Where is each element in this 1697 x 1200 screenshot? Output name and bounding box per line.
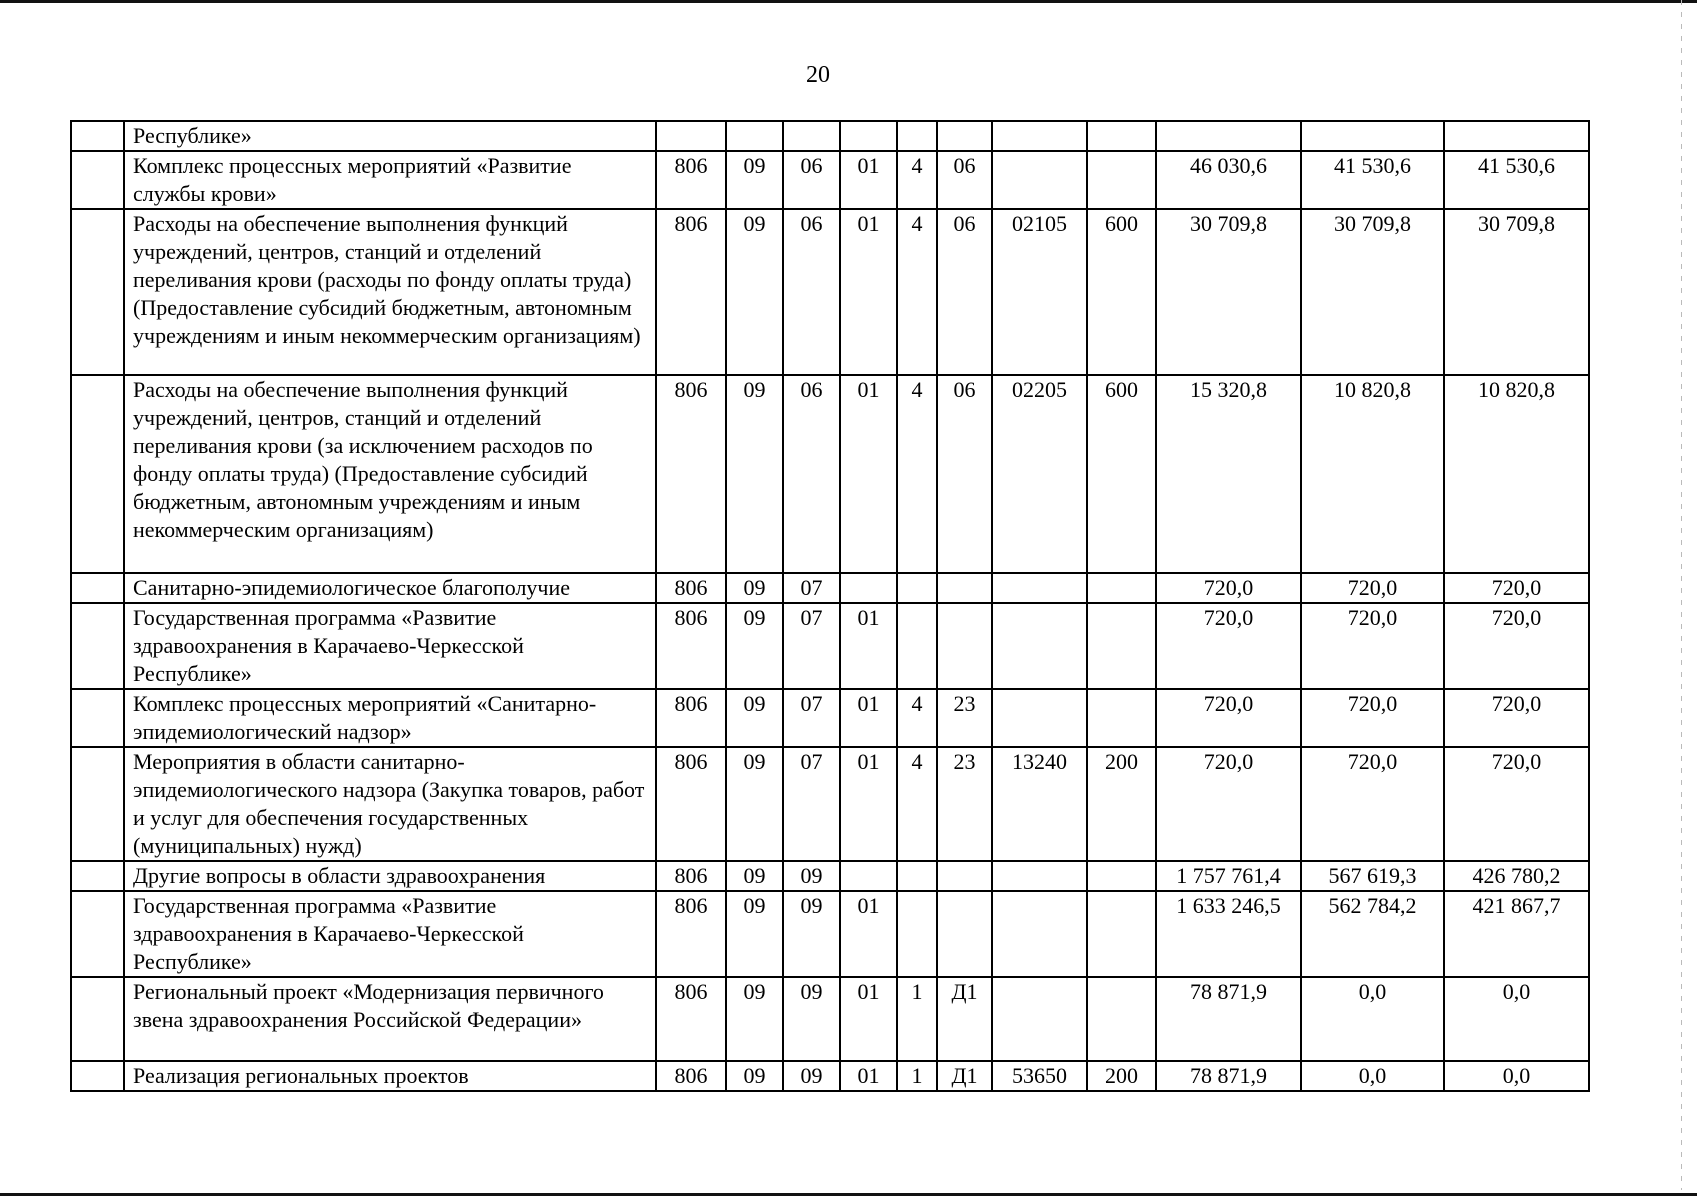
code-program: 01 <box>840 375 897 573</box>
item-name: Реализация региональных проектов <box>124 1061 656 1091</box>
code-program-element: 06 <box>937 375 992 573</box>
amount-year-2: 567 619,3 <box>1301 861 1444 891</box>
code-program-element <box>937 121 992 151</box>
item-name: Мероприятия в области санитарно-эпидемиологического надзора (Закупка товаров, работ и услуг для обеспечения государственных (муниципальных) нужд) <box>124 747 656 861</box>
row-number <box>71 209 124 375</box>
amount-year-2: 30 709,8 <box>1301 209 1444 375</box>
row-number <box>71 375 124 573</box>
code-program: 01 <box>840 891 897 977</box>
table-body <box>71 121 1589 1091</box>
code-program-type <box>897 891 937 977</box>
code-direction <box>992 573 1087 603</box>
amount-year-3 <box>1444 121 1589 151</box>
table-row <box>71 891 1589 977</box>
item-name: Комплекс процессных мероприятий «Санитарно-эпидемиологический надзор» <box>124 689 656 747</box>
code-program-element: 23 <box>937 747 992 861</box>
item-name: Региональный проект «Модернизация первичного звена здравоохранения Российской Федерации» <box>124 977 656 1061</box>
amount-year-3: 720,0 <box>1444 747 1589 861</box>
code-section: 09 <box>726 375 783 573</box>
code-subsection: 06 <box>783 151 840 209</box>
code-ministry <box>656 121 726 151</box>
code-subsection: 09 <box>783 891 840 977</box>
code-ministry: 806 <box>656 375 726 573</box>
code-ministry: 806 <box>656 861 726 891</box>
code-program-element: 06 <box>937 151 992 209</box>
code-expense-type: 200 <box>1087 747 1156 861</box>
code-section: 09 <box>726 573 783 603</box>
code-program-type: 4 <box>897 747 937 861</box>
code-section: 09 <box>726 891 783 977</box>
row-number <box>71 861 124 891</box>
code-expense-type: 600 <box>1087 209 1156 375</box>
amount-year-1: 15 320,8 <box>1156 375 1301 573</box>
amount-year-3: 421 867,7 <box>1444 891 1589 977</box>
code-section: 09 <box>726 747 783 861</box>
code-subsection: 07 <box>783 689 840 747</box>
code-ministry: 806 <box>656 1061 726 1091</box>
code-program: 01 <box>840 689 897 747</box>
item-name: Государственная программа «Развитие здравоохранения в Карачаево-Черкесской Республике» <box>124 603 656 689</box>
amount-year-1: 720,0 <box>1156 603 1301 689</box>
item-name: Республике» <box>124 121 656 151</box>
code-program-type <box>897 121 937 151</box>
code-direction: 02105 <box>992 209 1087 375</box>
code-expense-type <box>1087 891 1156 977</box>
code-ministry: 806 <box>656 891 726 977</box>
amount-year-2: 0,0 <box>1301 977 1444 1061</box>
code-section: 09 <box>726 209 783 375</box>
code-program-element <box>937 891 992 977</box>
code-expense-type <box>1087 151 1156 209</box>
row-number <box>71 977 124 1061</box>
row-number <box>71 1061 124 1091</box>
code-ministry: 806 <box>656 151 726 209</box>
code-program: 01 <box>840 747 897 861</box>
code-program: 01 <box>840 603 897 689</box>
amount-year-1: 720,0 <box>1156 689 1301 747</box>
code-program <box>840 573 897 603</box>
amount-year-3: 10 820,8 <box>1444 375 1589 573</box>
code-direction: 53650 <box>992 1061 1087 1091</box>
code-subsection: 09 <box>783 861 840 891</box>
code-program: 01 <box>840 209 897 375</box>
amount-year-2: 720,0 <box>1301 603 1444 689</box>
code-program-element: Д1 <box>937 977 992 1061</box>
amount-year-1: 720,0 <box>1156 573 1301 603</box>
code-expense-type: 200 <box>1087 1061 1156 1091</box>
amount-year-1: 78 871,9 <box>1156 977 1301 1061</box>
code-program-type: 4 <box>897 689 937 747</box>
item-name: Другие вопросы в области здравоохранения <box>124 861 656 891</box>
code-program <box>840 121 897 151</box>
code-program-type: 4 <box>897 209 937 375</box>
item-name: Расходы на обеспечение выполнения функций учреждений, центров, станций и отделений переливания крови (расходы по фонду оплаты труда) (Предоставление субсидий бюджетным, автономным учреждениям и иным некоммерческим организациям) <box>124 209 656 375</box>
amount-year-3: 0,0 <box>1444 977 1589 1061</box>
code-program-type: 1 <box>897 1061 937 1091</box>
code-section: 09 <box>726 977 783 1061</box>
code-program: 01 <box>840 977 897 1061</box>
table-row <box>71 121 1589 151</box>
row-number <box>71 151 124 209</box>
bottom-scan-edge <box>0 1193 1697 1196</box>
amount-year-3: 0,0 <box>1444 1061 1589 1091</box>
code-program-element: 23 <box>937 689 992 747</box>
code-expense-type: 600 <box>1087 375 1156 573</box>
row-number <box>71 121 124 151</box>
code-subsection: 07 <box>783 747 840 861</box>
table-row <box>71 689 1589 747</box>
amount-year-1: 1 633 246,5 <box>1156 891 1301 977</box>
table-row <box>71 1061 1589 1091</box>
code-program-element <box>937 573 992 603</box>
item-name: Комплекс процессных мероприятий «Развитие службы крови» <box>124 151 656 209</box>
code-direction <box>992 891 1087 977</box>
amount-year-2: 562 784,2 <box>1301 891 1444 977</box>
code-section: 09 <box>726 603 783 689</box>
code-program-type <box>897 573 937 603</box>
item-name: Расходы на обеспечение выполнения функций учреждений, центров, станций и отделений переливания крови (за исключением расходов по фонду оплаты труда) (Предоставление субсидий бюджетным, автономным учреждениям и иным некоммерческим организациям) <box>124 375 656 573</box>
code-subsection: 07 <box>783 603 840 689</box>
code-subsection: 09 <box>783 1061 840 1091</box>
code-program: 01 <box>840 1061 897 1091</box>
code-expense-type <box>1087 977 1156 1061</box>
amount-year-2: 720,0 <box>1301 573 1444 603</box>
code-ministry: 806 <box>656 689 726 747</box>
amount-year-3: 720,0 <box>1444 689 1589 747</box>
row-number <box>71 747 124 861</box>
amount-year-2: 10 820,8 <box>1301 375 1444 573</box>
code-subsection: 06 <box>783 375 840 573</box>
amount-year-3: 426 780,2 <box>1444 861 1589 891</box>
amount-year-3: 720,0 <box>1444 603 1589 689</box>
code-expense-type <box>1087 121 1156 151</box>
code-ministry: 806 <box>656 603 726 689</box>
item-name: Государственная программа «Развитие здравоохранения в Карачаево-Черкесской Республике» <box>124 891 656 977</box>
top-scan-edge <box>0 0 1697 3</box>
amount-year-2: 41 530,6 <box>1301 151 1444 209</box>
row-number <box>71 573 124 603</box>
code-program-element: Д1 <box>937 1061 992 1091</box>
code-program-element <box>937 603 992 689</box>
amount-year-1: 1 757 761,4 <box>1156 861 1301 891</box>
code-ministry: 806 <box>656 747 726 861</box>
amount-year-1: 30 709,8 <box>1156 209 1301 375</box>
code-expense-type <box>1087 603 1156 689</box>
code-program-type: 4 <box>897 375 937 573</box>
code-direction <box>992 603 1087 689</box>
code-ministry: 806 <box>656 573 726 603</box>
table-row <box>71 747 1589 861</box>
amount-year-2 <box>1301 121 1444 151</box>
row-number <box>71 689 124 747</box>
code-program: 01 <box>840 151 897 209</box>
code-direction <box>992 861 1087 891</box>
code-program-type: 1 <box>897 977 937 1061</box>
amount-year-2: 720,0 <box>1301 689 1444 747</box>
code-direction: 02205 <box>992 375 1087 573</box>
page-number: 20 <box>806 62 830 88</box>
margin-line <box>1681 0 1682 1190</box>
amount-year-1: 720,0 <box>1156 747 1301 861</box>
table-row <box>71 861 1589 891</box>
code-expense-type <box>1087 689 1156 747</box>
table-row <box>71 209 1589 375</box>
amount-year-1 <box>1156 121 1301 151</box>
code-program <box>840 861 897 891</box>
amount-year-1: 78 871,9 <box>1156 1061 1301 1091</box>
amount-year-2: 720,0 <box>1301 747 1444 861</box>
table-row <box>71 603 1589 689</box>
code-section: 09 <box>726 689 783 747</box>
code-program-type <box>897 603 937 689</box>
code-program-type: 4 <box>897 151 937 209</box>
code-section <box>726 121 783 151</box>
code-subsection: 09 <box>783 977 840 1061</box>
code-direction <box>992 977 1087 1061</box>
table-row <box>71 375 1589 573</box>
code-program-type <box>897 861 937 891</box>
amount-year-3: 30 709,8 <box>1444 209 1589 375</box>
code-expense-type <box>1087 861 1156 891</box>
table-row <box>71 977 1589 1061</box>
code-subsection <box>783 121 840 151</box>
code-section: 09 <box>726 861 783 891</box>
table-row <box>71 151 1589 209</box>
item-name: Санитарно-эпидемиологическое благополучие <box>124 573 656 603</box>
amount-year-1: 46 030,6 <box>1156 151 1301 209</box>
amount-year-3: 41 530,6 <box>1444 151 1589 209</box>
code-program-element <box>937 861 992 891</box>
code-direction: 13240 <box>992 747 1087 861</box>
row-number <box>71 891 124 977</box>
code-section: 09 <box>726 151 783 209</box>
code-subsection: 06 <box>783 209 840 375</box>
row-number <box>71 603 124 689</box>
code-direction <box>992 121 1087 151</box>
code-program-element: 06 <box>937 209 992 375</box>
amount-year-3: 720,0 <box>1444 573 1589 603</box>
code-direction <box>992 689 1087 747</box>
code-ministry: 806 <box>656 977 726 1061</box>
table-row <box>71 573 1589 603</box>
code-section: 09 <box>726 1061 783 1091</box>
code-subsection: 07 <box>783 573 840 603</box>
code-ministry: 806 <box>656 209 726 375</box>
code-expense-type <box>1087 573 1156 603</box>
budget-table <box>70 120 1590 1092</box>
amount-year-2: 0,0 <box>1301 1061 1444 1091</box>
code-direction <box>992 151 1087 209</box>
